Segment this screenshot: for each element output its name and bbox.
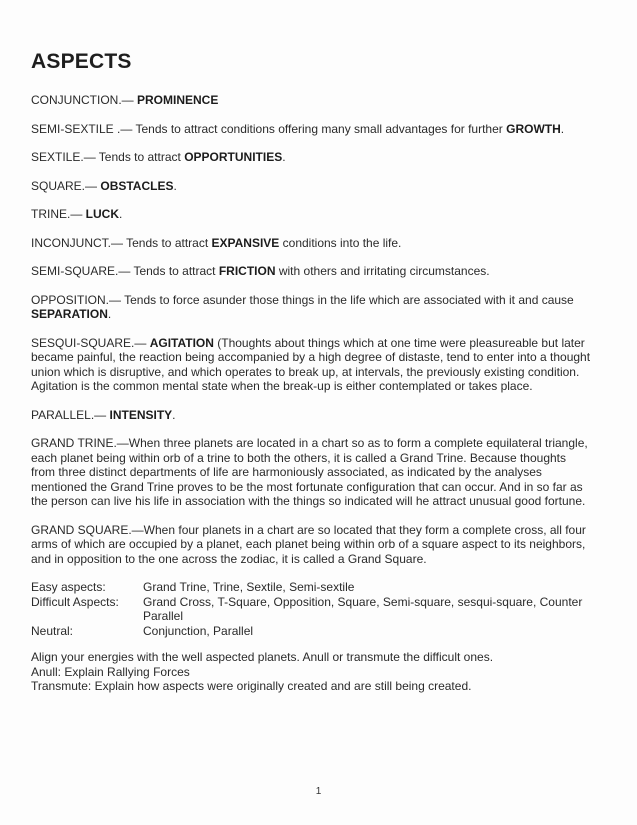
body-text: (Thoughts about things which at one time were pleasureable but later became painful, the reaction being accompanied by a high degree of distaste, tend to enter into a thought union which is disruptive, and which operates to break up, at intervals, the previously existing condition. Agitation is the common mental state when the break-up is either contemplated or takes place.	[31, 335, 591, 393]
body-text: PARALLEL.—	[31, 407, 110, 422]
aspect-definitions	[31, 93, 593, 566]
keyword-text: EXPANSIVE	[211, 235, 280, 250]
aspect-paragraph	[31, 179, 593, 194]
keyword-text: OPPORTUNITIES	[184, 150, 283, 164]
body-text: GRAND SQUARE.—When four planets in a chart are so located that they form a complete cross, all four arms of which are occupied by a planet, each planet being within orb of a square aspect to its neighbors, and in opposition to the one across the zodiac, it is called a Grand Square.	[31, 522, 586, 566]
body-text: SQUARE.—	[31, 178, 101, 193]
aspect-group-label: Easy aspects:	[31, 580, 106, 594]
body-text: .	[173, 178, 177, 193]
body-text: SEXTILE.— Tends to attract	[31, 150, 185, 164]
body-text: .	[282, 150, 286, 164]
body-text: OPPOSITION.— Tends to force asunder those things in the life which are associated with it and cause	[31, 292, 574, 307]
body-text: GRAND TRINE.—When three planets are located in a chart so as to form a complete equilateral triangle, each planet being within orb of a trine to both the others, it is called a Grand Trine. Because thoughts from three distinct departments of life are harmoniously associated, as indicated by the analyses mentioned the Grand Trine proves to be the most fortunate configuration that can occur. And in so far as the person can live his life in association with the things so indicated will he attract unusual good fortune.	[31, 436, 588, 508]
aspect-group-label: Difficult Aspects:	[31, 594, 119, 609]
aspect-paragraph	[31, 408, 593, 423]
aspect-group-row	[31, 595, 593, 624]
body-text: SESQUI-SQUARE.—	[31, 335, 150, 350]
aspect-group-value: Grand Cross, T-Square, Opposition, Square, Semi-square, sesqui-square, Counter Parallel	[143, 594, 583, 623]
body-text: SEMI-SEXTILE .— Tends to attract conditions offering many small advantages for further	[31, 121, 507, 136]
keyword-text: SEPARATION	[31, 307, 108, 321]
page-title: ASPECTS	[31, 50, 132, 73]
aspect-paragraph	[31, 122, 593, 137]
body-text: .	[107, 307, 112, 321]
body-text: INCONJUNCT.— Tends to attract	[31, 235, 212, 250]
document-page	[31, 50, 593, 694]
aspect-group-row	[31, 624, 593, 639]
closing-line: Align your energies with the well aspected planets. Anull or transmute the difficult ones.	[31, 650, 494, 664]
body-text: SEMI-SQUARE.— Tends to attract	[31, 264, 219, 278]
aspect-paragraph	[31, 236, 593, 251]
body-text: .	[172, 407, 176, 422]
aspect-paragraph	[31, 93, 593, 108]
keyword-text: OBSTACLES	[100, 178, 174, 193]
body-text: with others and irritating circumstances.	[275, 264, 490, 278]
aspect-paragraph	[31, 523, 593, 567]
aspect-paragraph	[31, 293, 593, 322]
body-text: .	[119, 207, 123, 221]
closing-line: Anull: Explain Rallying Forces	[31, 664, 190, 679]
closing-notes	[31, 650, 593, 694]
keyword-text: LUCK	[85, 207, 119, 221]
keyword-text: AGITATION	[149, 335, 214, 350]
keyword-text: GROWTH	[506, 121, 561, 136]
body-text: CONJUNCTION.—	[31, 93, 137, 107]
closing-line: Transmute: Explain how aspects were originally created and are still being created.	[31, 679, 472, 693]
aspect-paragraph	[31, 264, 593, 279]
keyword-text: FRICTION	[218, 264, 276, 278]
aspect-group-value: Conjunction, Parallel	[143, 623, 254, 638]
aspect-paragraph	[31, 436, 593, 509]
aspect-paragraph	[31, 207, 593, 222]
keyword-text: INTENSITY	[109, 407, 173, 422]
aspect-groups-table	[31, 580, 593, 638]
body-text: .	[560, 121, 565, 136]
aspect-paragraph	[31, 336, 593, 394]
body-text: conditions into the life.	[279, 235, 402, 250]
aspect-paragraph	[31, 150, 593, 165]
body-text: TRINE.—	[31, 207, 86, 221]
page-number: 1	[315, 786, 322, 797]
aspect-group-row	[31, 580, 593, 595]
aspect-group-label: Neutral:	[31, 623, 74, 638]
aspect-group-value: Grand Trine, Trine, Sextile, Semi-sextile	[143, 580, 355, 594]
keyword-text: PROMINENCE	[137, 93, 219, 107]
